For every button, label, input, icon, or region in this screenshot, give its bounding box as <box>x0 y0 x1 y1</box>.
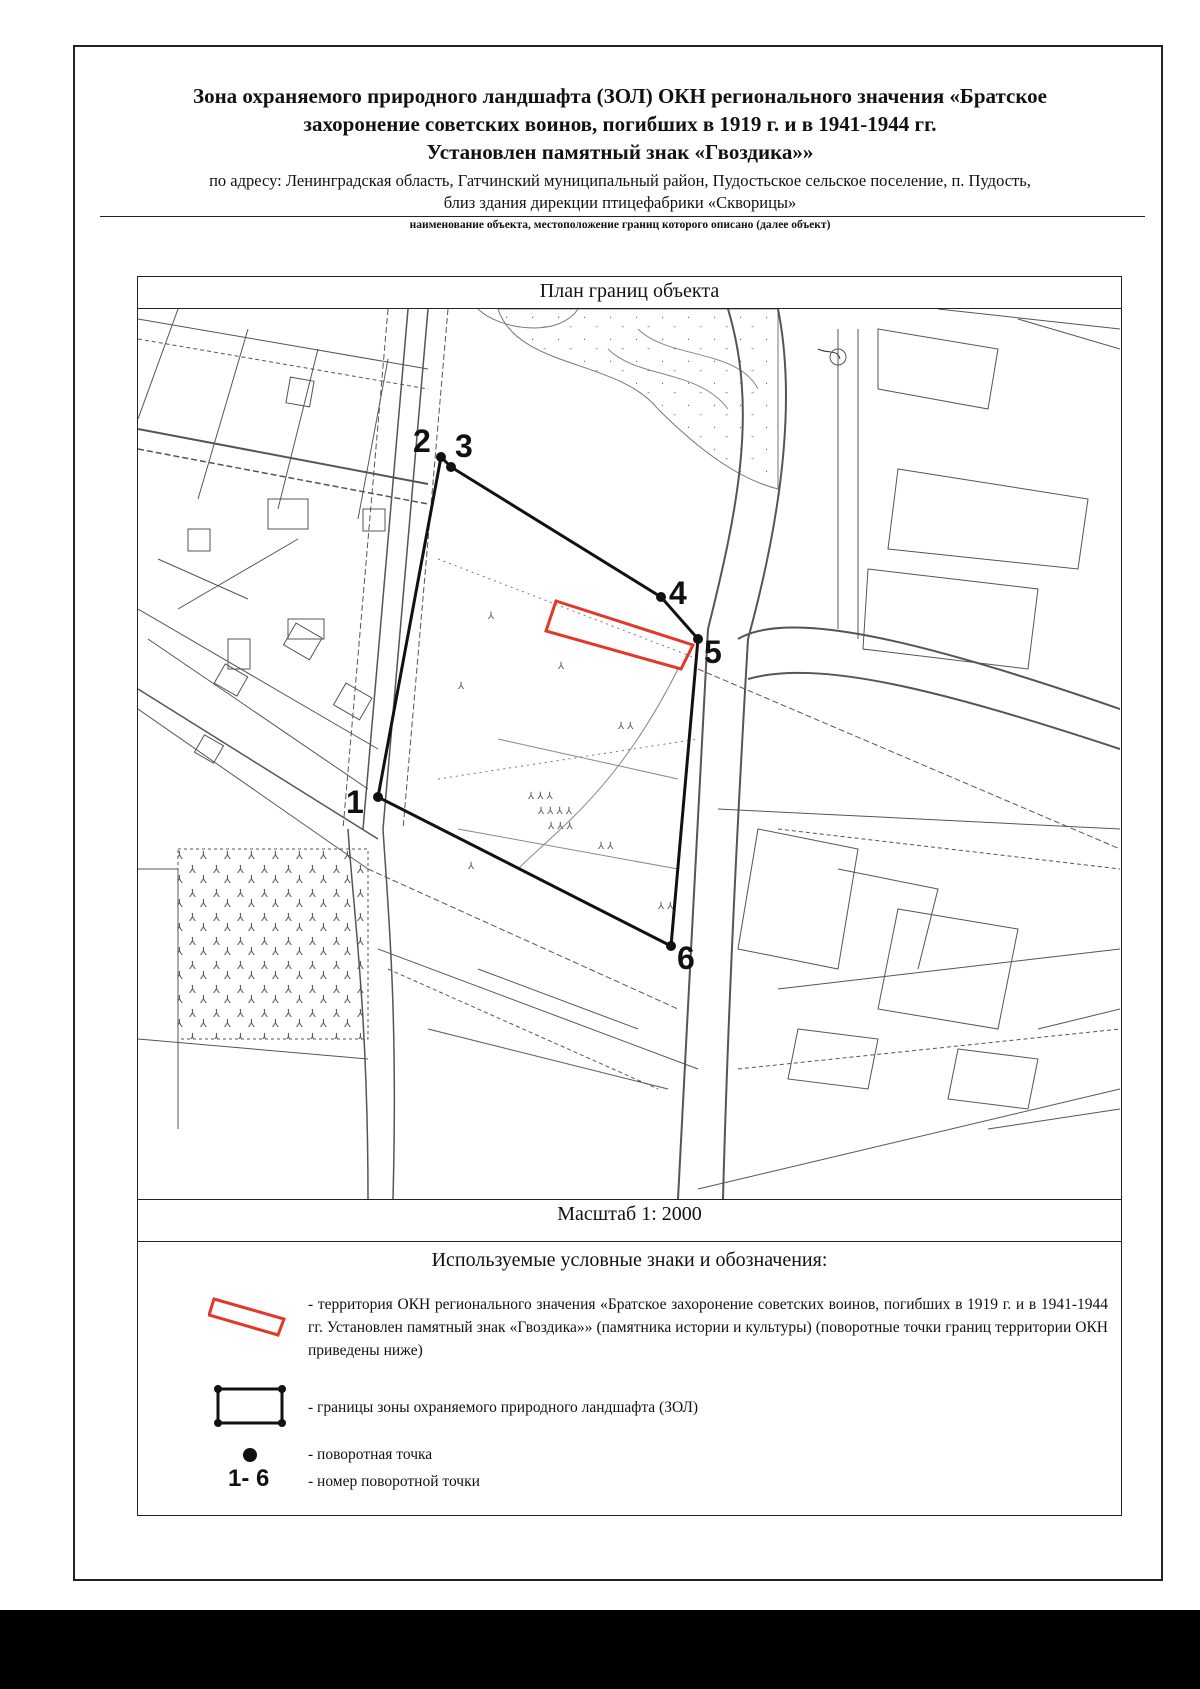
point-label-3: 3 <box>455 428 473 464</box>
svg-text:⅄: ⅄ <box>488 611 495 622</box>
svg-text:⅄ ⅄ ⅄ ⅄: ⅄ ⅄ ⅄ ⅄ <box>538 806 572 817</box>
svg-text:⅄ ⅄ ⅄: ⅄ ⅄ ⅄ <box>528 791 553 802</box>
legend-number-symbol: 1- 6 <box>228 1465 270 1492</box>
scale-divider-top <box>138 1199 1121 1200</box>
boundary-map <box>138 309 1120 1199</box>
svg-text:⅄ ⅄: ⅄ ⅄ <box>598 841 614 852</box>
okn-territory-rectangle <box>546 601 693 669</box>
basemap <box>138 309 1120 1199</box>
point-label-1: 1 <box>346 784 364 820</box>
legend-item-point-number: - номер поворотной точки <box>308 1473 480 1490</box>
legend-item-turning-point: - поворотная точка <box>308 1446 433 1463</box>
svg-text:⅄: ⅄ <box>468 861 475 872</box>
svg-text:⅄: ⅄ <box>558 661 565 672</box>
legend-item-okn-territory: - территория ОКН регионального значения «Братское захоронение советских воинов, погибших в 1919 г. и в 1941-1944 гг. Установлен памятный знак «Гвоздика»» (памятника истории и культуры) (поворотные точки границ территории ОКН приведены ниже) <box>308 1296 1108 1359</box>
address-line-2: близ здания дирекции птицефабрики «Скворицы» <box>443 193 797 212</box>
legend-dot-symbol <box>240 1445 260 1465</box>
scan-bottom-bar <box>0 1610 1200 1689</box>
point-label-6: 6 <box>677 940 695 976</box>
legend-boundary-symbol <box>210 1383 292 1429</box>
svg-text:⅄ ⅄ ⅄: ⅄ ⅄ ⅄ <box>548 821 573 832</box>
point-label-4: 4 <box>669 575 687 611</box>
object-caption: наименование объекта, местоположение границ которого описано (далее объект) <box>409 219 831 231</box>
turning-point-dot <box>436 452 446 462</box>
header-underline <box>100 216 1145 217</box>
plan-title: План границ объекта <box>539 280 720 302</box>
turning-point-dot <box>656 592 666 602</box>
point-label-2: 2 <box>413 423 431 459</box>
address-line-1: по адресу: Ленинградская область, Гатчинский муниципальный район, Пудостьское сельское поселение, п. Пудость, <box>209 171 1031 190</box>
turning-point-dot <box>693 634 703 644</box>
title-line-3: Установлен памятный знак «Гвоздика»» <box>426 140 814 164</box>
svg-text:⅄ ⅄: ⅄ ⅄ <box>658 901 674 912</box>
turning-point-labels <box>346 423 722 976</box>
vegetation-marks <box>458 611 674 912</box>
turning-point-dot <box>666 941 676 951</box>
legend-title: Используемые условные знаки и обозначения: <box>431 1249 828 1271</box>
legend-item-zol-boundary: - границы зоны охраняемого природного ландшафта (ЗОЛ) <box>308 1399 699 1416</box>
title-line-2: захоронение советских воинов, погибших в 1919 г. и в 1941-1944 гг. <box>303 112 937 136</box>
title-line-1: Зона охраняемого природного ландшафта (ЗОЛ) ОКН регионального значения «Братское <box>193 84 1047 108</box>
plan-panel <box>137 276 1122 1516</box>
scale-label: Масштаб 1: 2000 <box>557 1203 702 1225</box>
turning-point-dot <box>373 792 383 802</box>
scale-divider-bottom <box>138 1241 1121 1242</box>
svg-text:⅄ ⅄: ⅄ ⅄ <box>618 721 634 732</box>
point-label-5: 5 <box>704 634 722 670</box>
svg-text:⅄: ⅄ <box>458 681 465 692</box>
turning-points <box>373 452 703 951</box>
zol-boundary-polygon <box>378 457 698 946</box>
legend-red-rectangle-symbol <box>208 1289 290 1339</box>
